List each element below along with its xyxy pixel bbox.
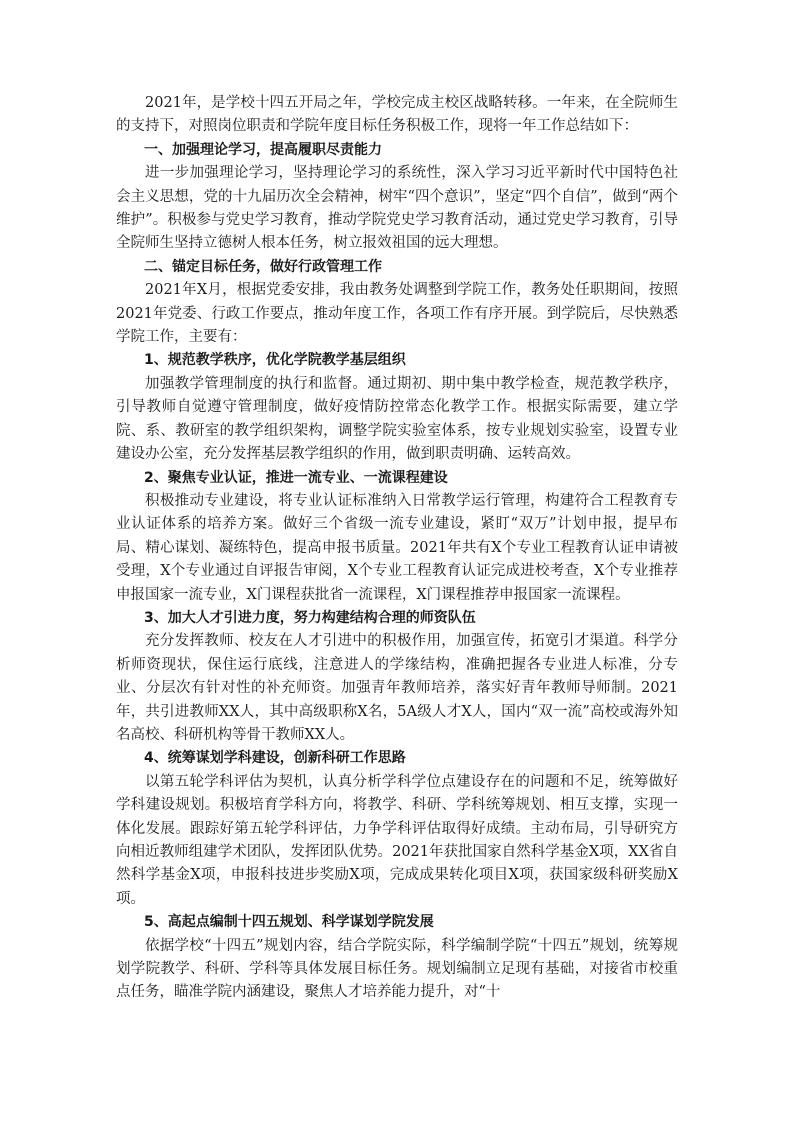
subsection-paragraph-5: 依据学校“十四五”规划内容，结合学院实际，科学编制学院“十四五”规划，统筹规划学院教学、科研、学科等具体发展目标任务。规划编制立足现有基础，对接省市校重点任务，瞄准学院内涵建设，聚焦人才培养能力提升，对“十 — [116, 937, 678, 1001]
intro-paragraph: 2021年，是学校十四五开局之年，学校完成主校区战略转移。一年来，在全院师生的支持下，对照岗位职责和学院年度目标任务积极工作，现将一年工作总结如下： — [116, 95, 678, 135]
section-heading-1: 一、加强理论学习，提高履职尽责能力 — [144, 141, 382, 158]
section-paragraph-1: 进一步加强理论学习，坚持理论学习的系统性，深入学习习近平新时代中国特色社会主义思想，党的十九届历次全会精神，树牢“四个意识”，坚定“四个自信”，做到“两个维护”。积极参与党史学习教育，推动学院党史学习教育活动，通过党史学习教育，引导全院师生坚持立德树人根本任务，树立报效祖国的远大理想。 — [116, 165, 678, 252]
subsection-paragraph-3: 充分发挥教师、校友在人才引进中的积极作用，加强宣传，拓宽引才渠道。科学分析师资现状，保住运行底线，注意进人的学缘结构，准确把握各专业进人标准，分专业、分层次有针对性的补充师资。加强青年教师培养，落实好青年教师导师制。2021年，共引进教师XX人，其中高级职称X名，5A级人才X人，国内“双一流”高校或海外知名高校、科研机构等骨干教师XX人。 — [116, 633, 678, 743]
subsection-heading-4: 4、统筹谋划学科建设，创新科研工作思路 — [144, 750, 406, 767]
section-heading-2: 二、锚定目标任务，做好行政管理工作 — [144, 258, 382, 275]
subsection-heading-1: 1、规范教学秩序，优化学院教学基层组织 — [144, 352, 406, 369]
subsection-paragraph-2: 积极推动专业建设，将专业认证标准纳入日常教学运行管理，构建符合工程教育专业认证体系的培养方案。做好三个省级一流专业建设，紧盯“双万”计划申报，提早布局、精心谋划、凝练特色，提高申报书质量。2021年共有X个专业工程教育认证申请被受理，X个专业通过自评报告审阅，X个专业工程教育认证完成进校考查，X个专业推荐申报国家一流专业，X门课程获批省一流课程，X门课程推荐申报国家一流课程。 — [116, 492, 678, 603]
document-page — [116, 92, 678, 1005]
subsection-heading-3: 3、加大人才引进力度，努力构建结构合理的师资队伍 — [144, 609, 476, 626]
subsection-heading-5: 5、高起点编制十四五规划、科学谋划学院发展 — [144, 914, 434, 931]
subsection-heading-2: 2、聚焦专业认证，推进一流专业、一流课程建设 — [144, 469, 448, 486]
subsection-paragraph-4: 以第五轮学科评估为契机，认真分析学科学位点建设存在的问题和不足，统筹做好学科建设规划。积极培育学科方向，将教学、科研、学科统筹规划、相互支撑，实现一体化发展。跟踪好第五轮学科评估，力争学科评估取得好成绩。主动布局，引导研究方向相近教师组建学术团队，发挥团队优势。2021年获批国家自然科学基金X项，XX省自然科学基金X项，申报科技进步奖励X项，完成成果转化项目X项，获国家级科研奖励X项。 — [116, 773, 678, 907]
subsection-paragraph-1: 加强教学管理制度的执行和监督。通过期初、期中集中教学检查，规范教学秩序，引导教师自觉遵守管理制度，做好疫情防控常态化教学工作。根据实际需要，建立学院、系、教研室的教学组织架构，调整学院实验室体系，按专业规划实验室，设置专业建设办公室，充分发挥基层教学组织的作用，做到职责明确、运转高效。 — [116, 375, 678, 463]
section-paragraph-2: 2021年X月，根据党委安排，我由教务处调整到学院工作，教务处任职期间，按照2021年党委、行政工作要点，推动年度工作，各项工作有序开展。到学院后，尽快熟悉学院工作，主要有： — [116, 282, 678, 346]
